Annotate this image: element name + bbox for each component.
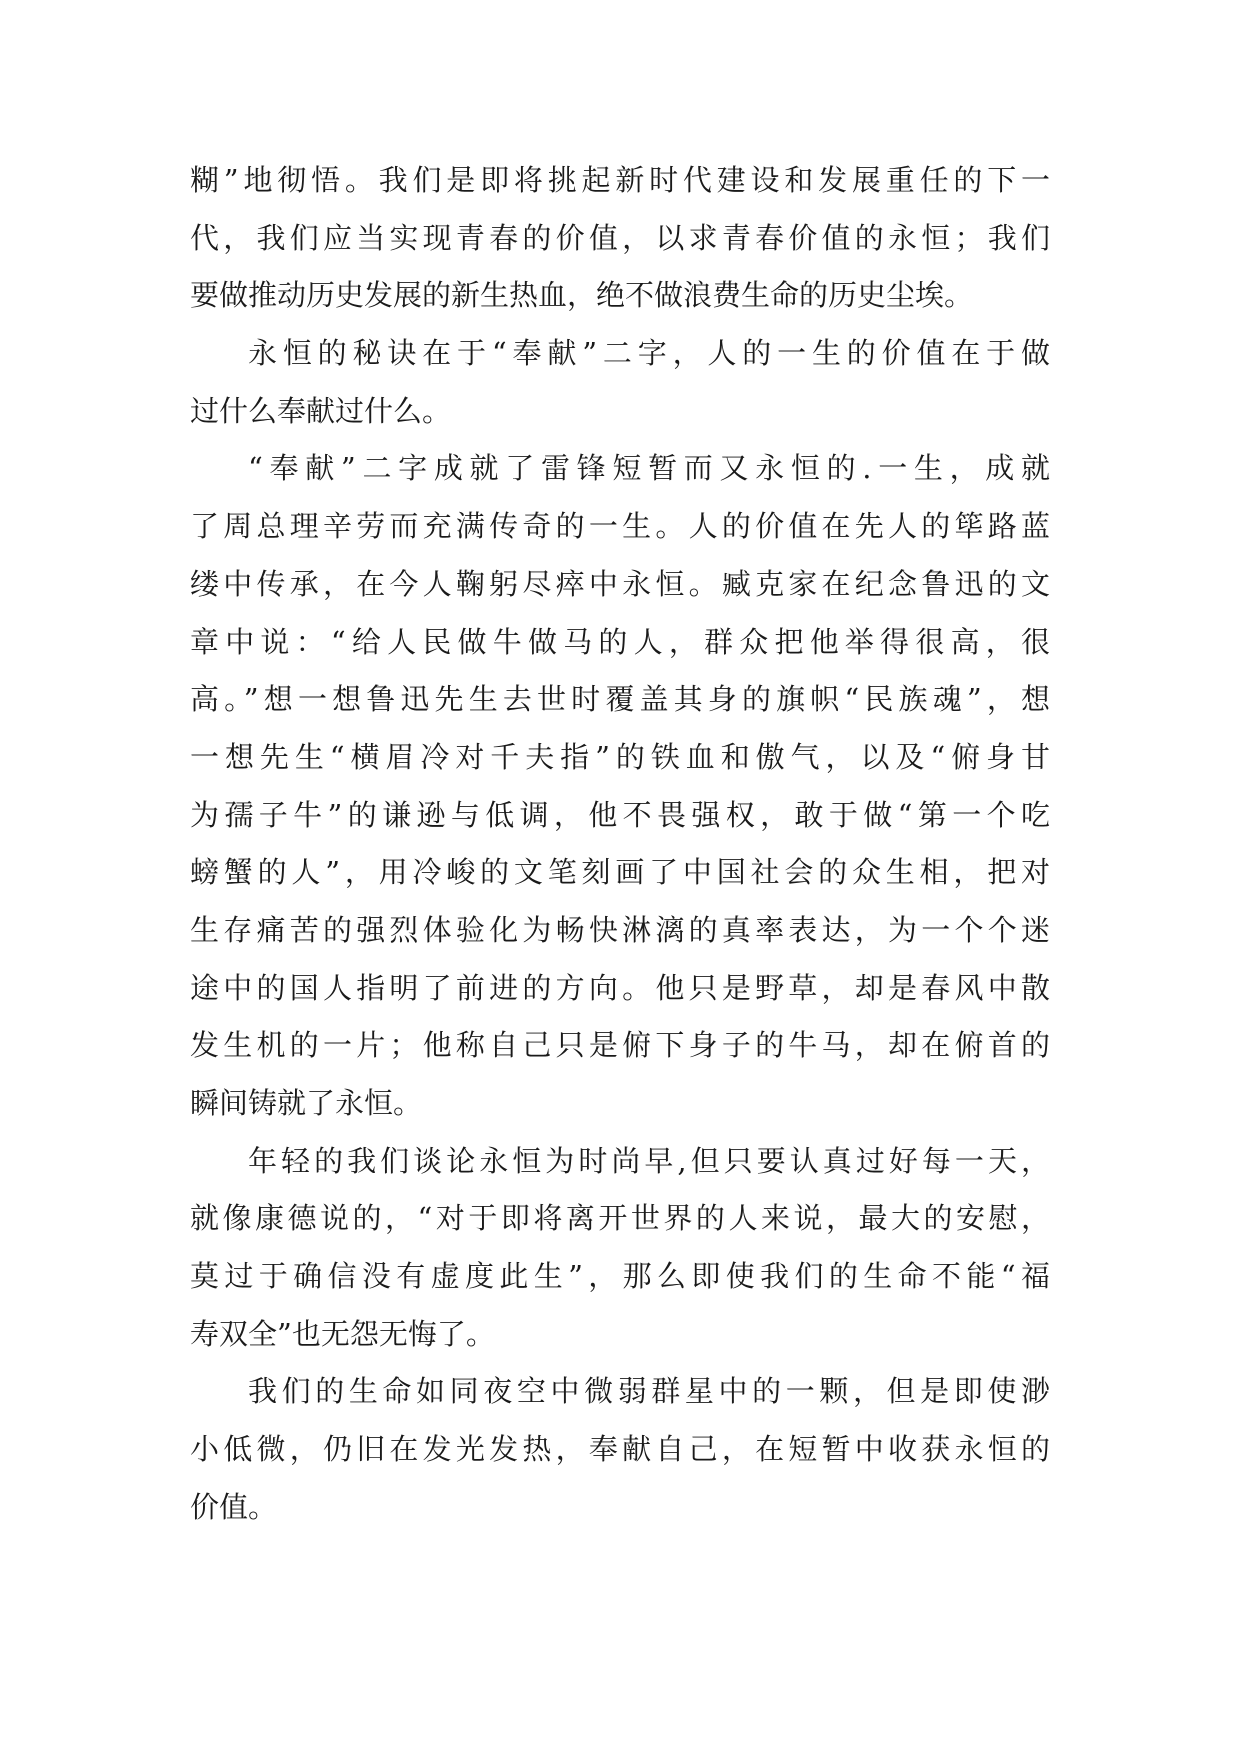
paragraph bbox=[190, 152, 1050, 325]
text-line: 永恒的秘诀在于“奉献”二字，人的一生的价值在于做 bbox=[248, 336, 1050, 371]
paragraph bbox=[190, 1363, 1050, 1536]
paragraph bbox=[190, 325, 1050, 440]
paragraph bbox=[190, 440, 1050, 1132]
text-line: 缕中传承，在今人鞠躬尽瘁中永恒。臧克家在纪念鲁迅的文 bbox=[190, 566, 1050, 601]
text-line: 为孺子牛”的谦逊与低调，他不畏强权，敢于做“第一个吃 bbox=[190, 797, 1050, 832]
text-line: 寿双全”也无怨无悔了。 bbox=[190, 1316, 495, 1351]
text-line: 发生机的一片；他称自己只是俯下身子的牛马，却在俯首的 bbox=[190, 1028, 1050, 1063]
paragraph bbox=[190, 1133, 1050, 1364]
text-line: 代，我们应当实现青春的价值，以求青春价值的永恒；我们 bbox=[190, 220, 1050, 255]
text-line: 糊”地彻悟。我们是即将挑起新时代建设和发展重任的下一 bbox=[190, 163, 1050, 197]
text-line: 了周总理辛劳而充满传奇的一生。人的价值在先人的筚路蓝 bbox=[190, 509, 1050, 544]
text-line: 价值。 bbox=[190, 1489, 278, 1524]
text-line: “奉献”二字成就了雷锋短暂而又永恒的.一生，成就 bbox=[248, 451, 1050, 486]
text-line: 年轻的我们谈论永恒为时尚早,但只要认真过好每一天， bbox=[248, 1143, 1050, 1178]
text-line: 生存痛苦的强烈体验化为畅快淋漓的真率表达，为一个个迷 bbox=[190, 912, 1050, 947]
text-line: 高。”想一想鲁迅先生去世时覆盖其身的旗帜“民族魂”，想 bbox=[190, 682, 1050, 717]
document-body bbox=[190, 152, 1050, 1537]
text-line: 我们的生命如同夜空中微弱群星中的一颗，但是即使渺 bbox=[248, 1374, 1050, 1409]
text-line: 过什么奉献过什么。 bbox=[190, 393, 452, 428]
text-line: 一想先生“横眉冷对千夫指”的铁血和傲气，以及“俯身甘 bbox=[190, 739, 1050, 774]
text-line: 章中说：“给人民做牛做马的人，群众把他举得很高，很 bbox=[190, 624, 1050, 659]
text-line: 途中的国人指明了前进的方向。他只是野草，却是春风中散 bbox=[190, 970, 1050, 1005]
text-line: 小低微，仍旧在发光发热，奉献自己，在短暂中收获永恒的 bbox=[190, 1432, 1050, 1467]
text-line: 螃蟹的人”，用冷峻的文笔刻画了中国社会的众生相，把对 bbox=[190, 855, 1050, 890]
text-line: 莫过于确信没有虚度此生”，那么即使我们的生命不能“福 bbox=[190, 1259, 1050, 1294]
text-line: 就像康德说的，“对于即将离开世界的人来说，最大的安慰， bbox=[190, 1201, 1050, 1236]
text-line: 要做推动历史发展的新生热血，绝不做浪费生命的历史尘埃。 bbox=[190, 278, 974, 313]
text-line: 瞬间铸就了永恒。 bbox=[190, 1086, 423, 1120]
